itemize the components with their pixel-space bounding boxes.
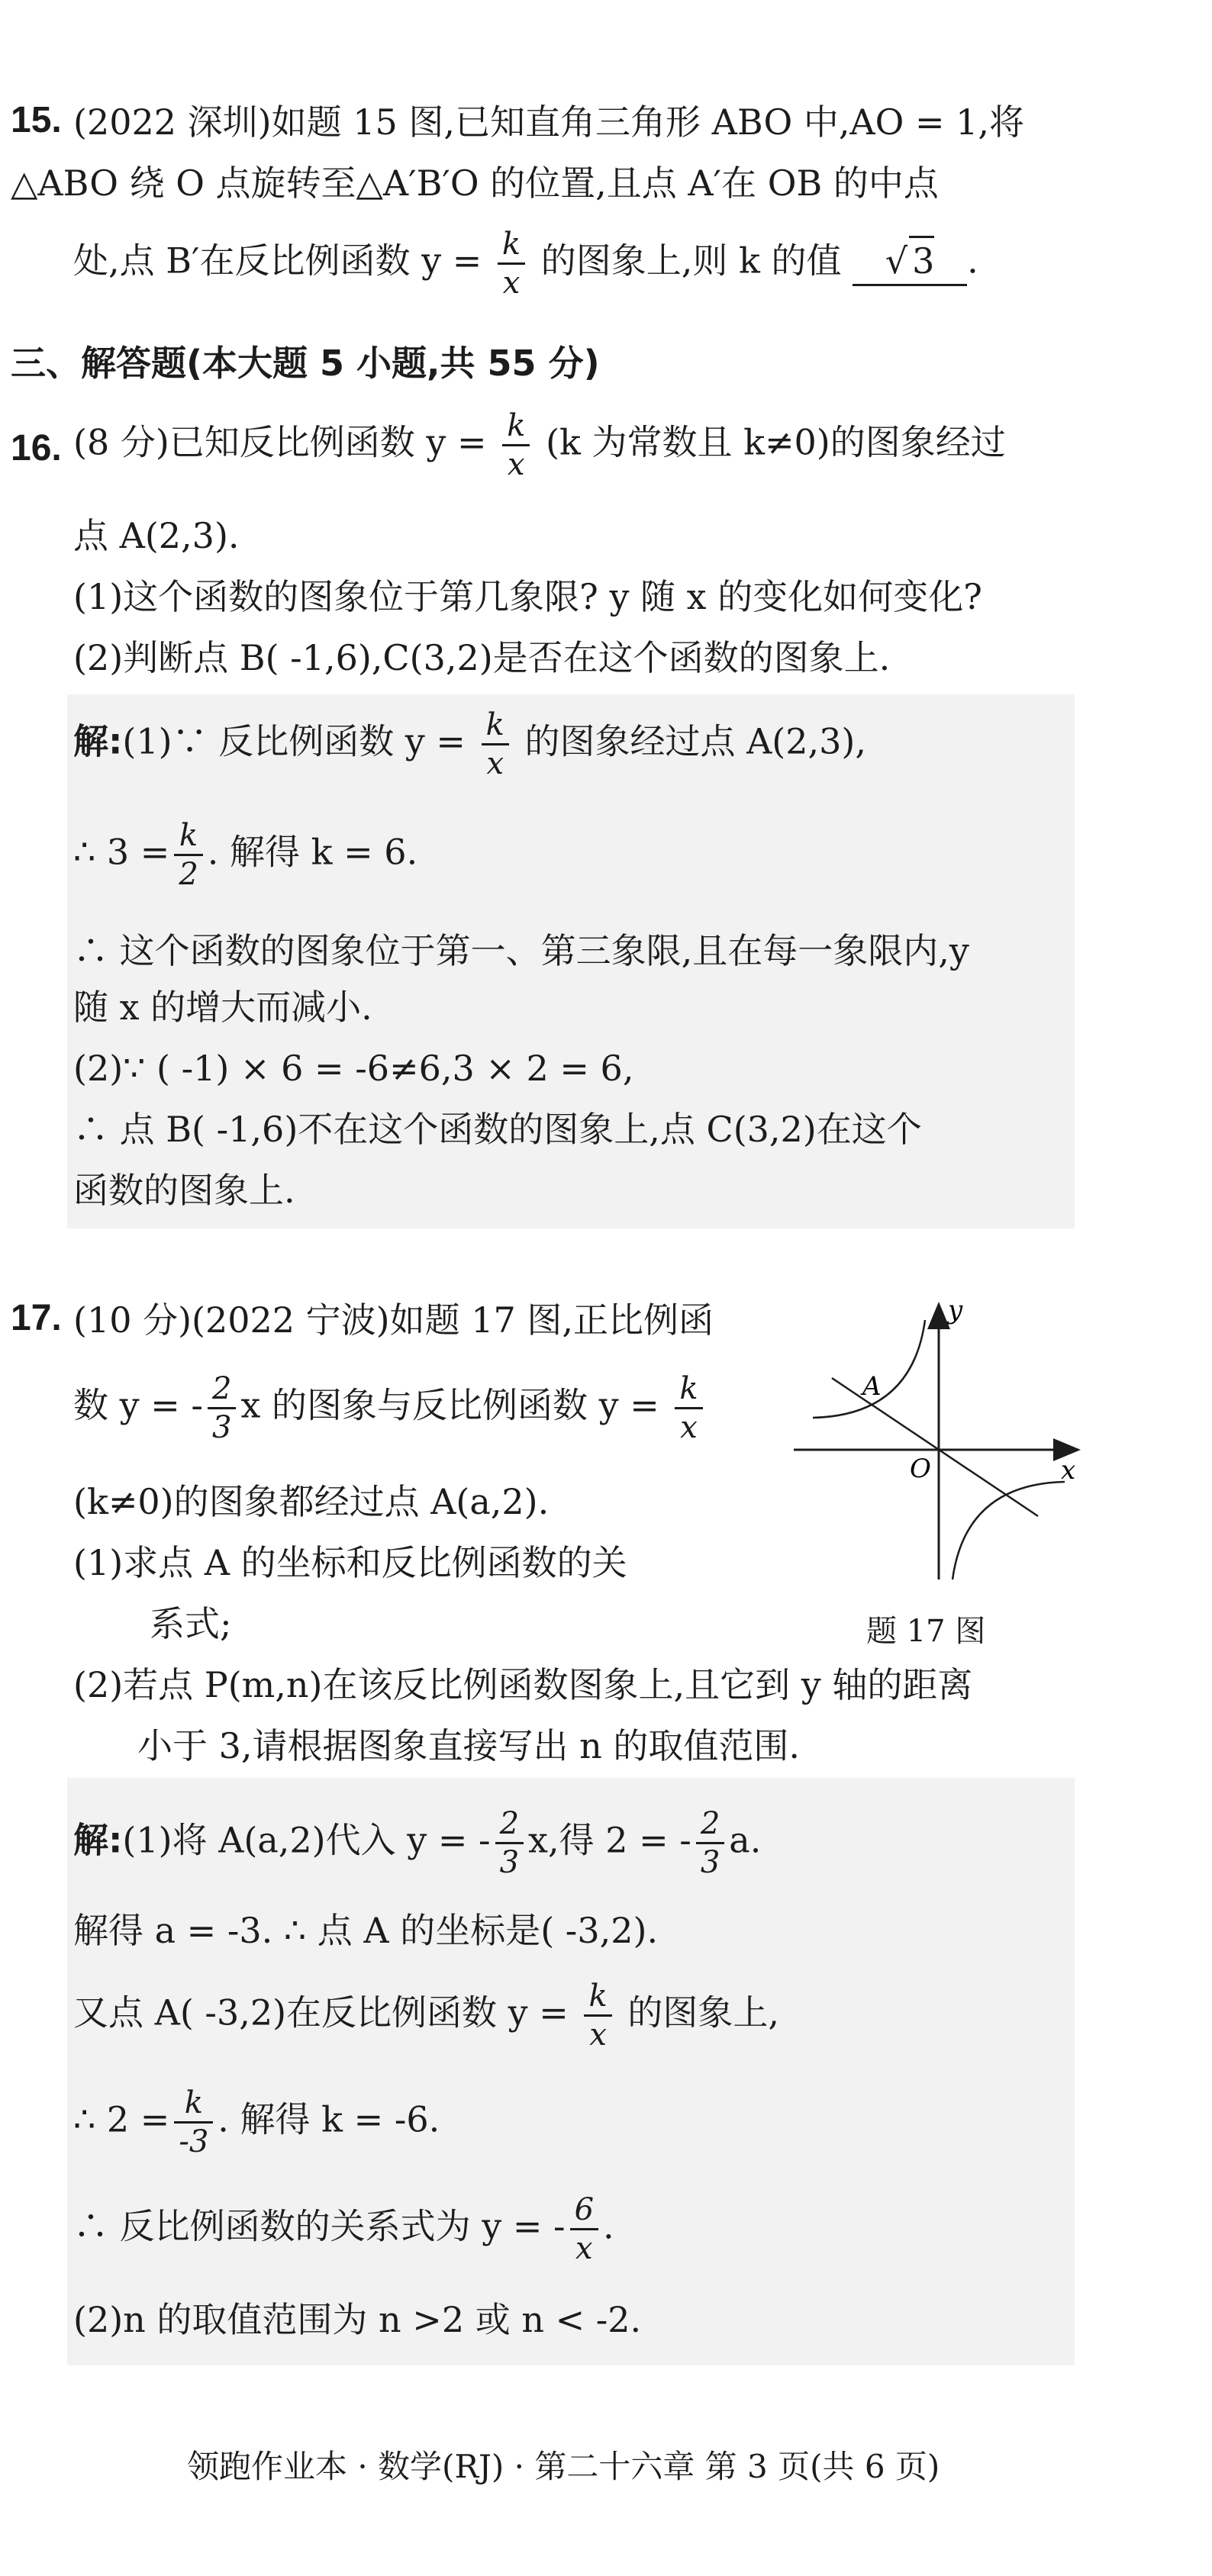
q17-sol-1-mid: x,得 2 = -	[528, 1819, 691, 1861]
q16-solution-3: ∴ 这个函数的图象位于第一、第三象限,且在每一象限内,y	[73, 930, 969, 971]
q17-sol-5-num: 6	[570, 2194, 598, 2230]
q16-sol-2-den: 2	[179, 857, 198, 892]
q16-line-1-start: (8 分)已知反比例函数 y =	[73, 421, 487, 463]
q17-sol-1-den-2: 3	[700, 1845, 720, 1880]
q17-sol-5-den: x	[575, 2231, 593, 2266]
q15-line-2: △ABO 绕 O 点旋转至△A′B′O 的位置,且点 A′在 OB 的中点	[11, 163, 939, 204]
q17-line-2-fraction-2	[675, 1373, 702, 1443]
q17-line-2-fraction-1	[208, 1373, 236, 1443]
label-y: y	[948, 1295, 963, 1325]
q17-figure-caption: 题 17 图	[866, 1614, 986, 1649]
q15-frac-den: x	[502, 266, 521, 301]
q16-solution-2	[73, 820, 417, 890]
q15-fraction	[498, 227, 525, 301]
q15-line-1: (2022 深圳)如题 15 图,已知直角三角形 ABO 中,AO = 1,将	[73, 101, 1025, 143]
q16-sol-1-end: 的图象经过点 A(2,3),	[524, 720, 866, 762]
q17-sol-5-end: .	[603, 2205, 614, 2247]
q17-line-2-num-1: 2	[208, 1373, 236, 1409]
q17-figure	[786, 1290, 1091, 1595]
section-heading: 三、解答题(本大题 5 小题,共 55 分)	[11, 343, 600, 384]
q17-solution-label: 解:	[73, 1819, 123, 1861]
q17-line-3: (k≠0)的图象都经过点 A(a,2).	[73, 1481, 550, 1522]
q15-answer-blank: √ 3	[853, 236, 967, 286]
q17-sol-5-fraction	[570, 2194, 598, 2264]
q16-line-1	[73, 408, 1006, 482]
q17-sol-1-fraction-1	[495, 1808, 524, 1878]
q17-sol-4-start: ∴ 2 =	[73, 2098, 170, 2140]
q17-line-2-den-2: x	[680, 1410, 698, 1445]
q16-solution-4: 随 x 的增大而减小.	[73, 987, 372, 1028]
q15-line-3	[73, 227, 978, 301]
q16-frac-num: k	[502, 411, 530, 446]
label-origin: O	[910, 1454, 931, 1484]
q17-sol-5-start: ∴ 反比例函数的关系式为 y = -	[73, 2205, 566, 2247]
q17-solution-1	[73, 1808, 761, 1878]
q16-solution-6: ∴ 点 B( -1,6)不在这个函数的图象上,点 C(3,2)在这个	[73, 1109, 922, 1150]
q17-line-2	[73, 1373, 708, 1443]
q17-sol-1-start: (1)将 A(a,2)代入 y = -	[122, 1819, 491, 1861]
q17-sol-3-start: 又点 A( -3,2)在反比例函数 y =	[73, 1992, 569, 2033]
q17-sol-3-num: k	[584, 1981, 611, 2017]
q16-sol-1-start: (1)∵ 反比例函数 y =	[122, 720, 466, 762]
q15-line-3-start: 处,点 B′在反比例函数 y =	[73, 240, 482, 282]
q17-sub-2-line-1: (2)若点 P(m,n)在该反比例函数图象上,且它到 y 轴的距离	[73, 1664, 973, 1705]
q17-sol-3-den: x	[589, 2017, 607, 2053]
q17-line-2-mid: x 的图象与反比例函数 y =	[240, 1384, 659, 1426]
q16-line-1-end: (k 为常数且 k≠0)的图象经过	[546, 421, 1006, 463]
q16-solution-7: 函数的图象上.	[73, 1170, 295, 1211]
q17-sol-4-num: k	[174, 2088, 213, 2124]
q16-sol-1-num: k	[482, 710, 509, 745]
q17-solution-4	[73, 2085, 440, 2159]
q17-sol-4-end: . 解得 k = -6.	[218, 2098, 440, 2140]
q16-number: 16.	[11, 428, 62, 469]
q17-sol-4-den: -3	[179, 2124, 209, 2159]
q16-sol-1-fraction	[482, 707, 509, 781]
q16-sol-2-fraction	[174, 820, 202, 890]
q17-line-2-num-2: k	[675, 1373, 702, 1409]
q16-solution-1	[73, 707, 866, 781]
q16-solution-label: 解:	[73, 720, 123, 762]
q15-frac-num: k	[498, 229, 525, 265]
q15-line-3-end: 的图象上,则 k 的值	[540, 240, 842, 282]
label-point-a: A	[862, 1371, 882, 1402]
q16-frac-den: x	[508, 447, 525, 482]
page-footer: 领跑作业本 · 数学(RJ) · 第二十六章 第 3 页(共 6 页)	[187, 2448, 940, 2485]
q16-sol-1-den: x	[486, 746, 504, 781]
q16-sol-2-num: k	[174, 820, 202, 856]
q17-sol-1-num-1: 2	[495, 1808, 524, 1844]
q17-line-1: (10 分)(2022 宁波)如题 17 图,正比例函	[73, 1299, 714, 1341]
q15-answer: 3	[909, 236, 934, 284]
q17-sol-3-end: 的图象上,	[627, 1992, 779, 2033]
q16-line-2: 点 A(2,3).	[73, 515, 240, 556]
q15-number: 15.	[11, 100, 62, 140]
q15-tail: .	[967, 240, 978, 282]
q17-solution-5	[73, 2194, 614, 2264]
q16-fraction	[502, 408, 530, 482]
q17-sol-1-den-1: 3	[499, 1845, 520, 1880]
q16-sub-2: (2)判断点 B( -1,6),C(3,2)是否在这个函数的图象上.	[73, 637, 891, 678]
q17-sol-1-fraction-2	[696, 1808, 724, 1878]
q17-sol-4-fraction	[174, 2085, 213, 2159]
q17-solution-3	[73, 1979, 779, 2053]
q17-number: 17.	[11, 1298, 62, 1338]
label-x: x	[1061, 1455, 1076, 1486]
q17-sol-1-num-2: 2	[696, 1808, 724, 1844]
q17-line-2-start: 数 y = -	[73, 1384, 203, 1426]
q17-sub-1-line-1: (1)求点 A 的坐标和反比例函数的关	[73, 1542, 627, 1583]
q16-sol-2-end: . 解得 k = 6.	[207, 831, 418, 873]
q17-sol-3-fraction	[584, 1979, 611, 2053]
q16-solution-5: (2)∵ ( -1) × 6 = -6≠6,3 × 2 = 6,	[73, 1048, 634, 1089]
q17-solution-6: (2)n 的取值范围为 n >2 或 n < -2.	[73, 2299, 642, 2340]
q16-sub-1: (1)这个函数的图象位于第几象限? y 随 x 的变化如何变化?	[73, 576, 982, 617]
q16-sol-2-start: ∴ 3 =	[73, 831, 170, 873]
q17-sol-1-end: a.	[729, 1819, 762, 1861]
q17-sub-1-line-2: 系式;	[150, 1603, 232, 1644]
q17-sub-2-line-2: 小于 3,请根据图象直接写出 n 的取值范围.	[137, 1725, 801, 1766]
q17-line-2-den-1: 3	[211, 1410, 232, 1445]
q17-solution-2: 解得 a = -3. ∴ 点 A 的坐标是( -3,2).	[73, 1910, 659, 1951]
